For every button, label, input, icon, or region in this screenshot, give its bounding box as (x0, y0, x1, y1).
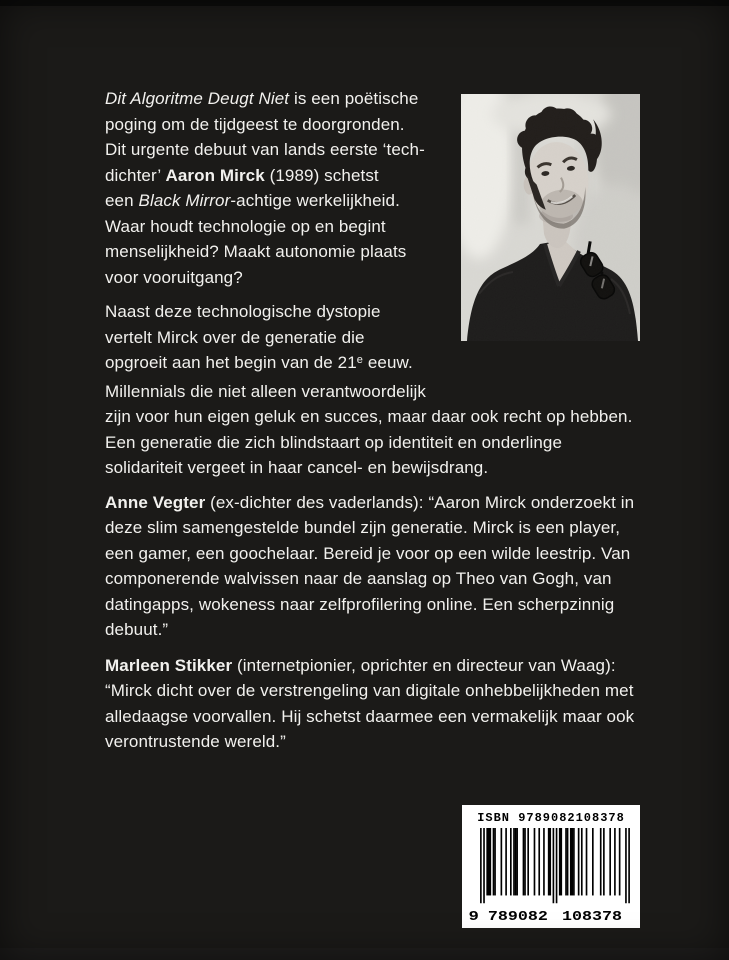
text-line: een Black Mirror-achtige werkelijkheid. (105, 191, 400, 210)
text-line: zijn voor hun eigen geluk en succes, maar daar ook recht op hebben. (105, 407, 633, 426)
text-line: Dit urgente debuut van lands eerste ‘tech- (105, 140, 425, 159)
text-line: componerende walvissen naar de aanslag op Theo van Gogh, van (105, 569, 612, 588)
text-line: Marleen Stikker (internetpionier, oprichter en directeur van Waag): (105, 655, 616, 675)
text-line: “Mirck dicht over de verstrengeling van digitale onhebbelijkheden met (105, 681, 634, 700)
text-line: dichter’ Aaron Mirck (1989) schetst (105, 165, 379, 185)
barcode-panel (462, 805, 640, 928)
cover-top-edge (0, 0, 729, 6)
text-line: verontrustende wereld.” (105, 732, 286, 751)
text-line: Waar houdt technologie op en begint (105, 216, 386, 236)
text-line: alledaagse voorvallen. Hij schetst daarmee een vermakelijk maar ook (105, 706, 635, 726)
paragraph-quote-marleen-stikker (105, 653, 685, 755)
text-line: opgroeit aan het begin van de 21e eeuw. (105, 353, 413, 372)
text-line: poging om de tijdgeest te doorgronden. (105, 114, 405, 134)
text-line: deze slim samengestelde bundel zijn generatie. Mirck is een player, (105, 518, 621, 537)
author-photo (461, 94, 640, 341)
text-line: menselijkheid? Maakt autonomie plaats (105, 242, 407, 261)
cover-bottom-edge (0, 948, 729, 960)
text-line: Naast deze technologische dystopie (105, 302, 381, 321)
text-line: datingapps, wokeness naar zelfprofilering online. Een scherpzinnig (105, 594, 615, 614)
author-photo-illustration (461, 94, 640, 341)
text-line: een gamer, een goochelaar. Bereid je voor op een wilde leestrip. Van (105, 543, 631, 563)
text-line: debuut.” (105, 620, 169, 639)
paragraph-quote-anne-vegter (105, 490, 685, 643)
isbn-label: ISBN 9789082108378 (477, 811, 625, 825)
text-line: Dit Algoritme Deugt Niet is een poëtische (105, 89, 419, 108)
svg-text:789082: 789082 (487, 908, 548, 924)
text-line: vertelt Mirck over de generatie die (105, 327, 365, 347)
text-line: Millennials die niet alleen verantwoordelijk (105, 381, 426, 401)
text-line: Een generatie die zich blindstaart op identiteit en onderlinge (105, 432, 563, 452)
svg-text:108378: 108378 (562, 908, 622, 924)
text-line: solidariteit vergeet in haar cancel- en bewijsdrang. (105, 458, 489, 477)
text-line: Anne Vegter (ex-dichter des vaderlands): “Aaron Mirck onderzoekt in (105, 492, 635, 512)
svg-text:9: 9 (469, 908, 479, 924)
ean-barcode (469, 828, 633, 924)
text-line: voor vooruitgang? (105, 267, 243, 287)
